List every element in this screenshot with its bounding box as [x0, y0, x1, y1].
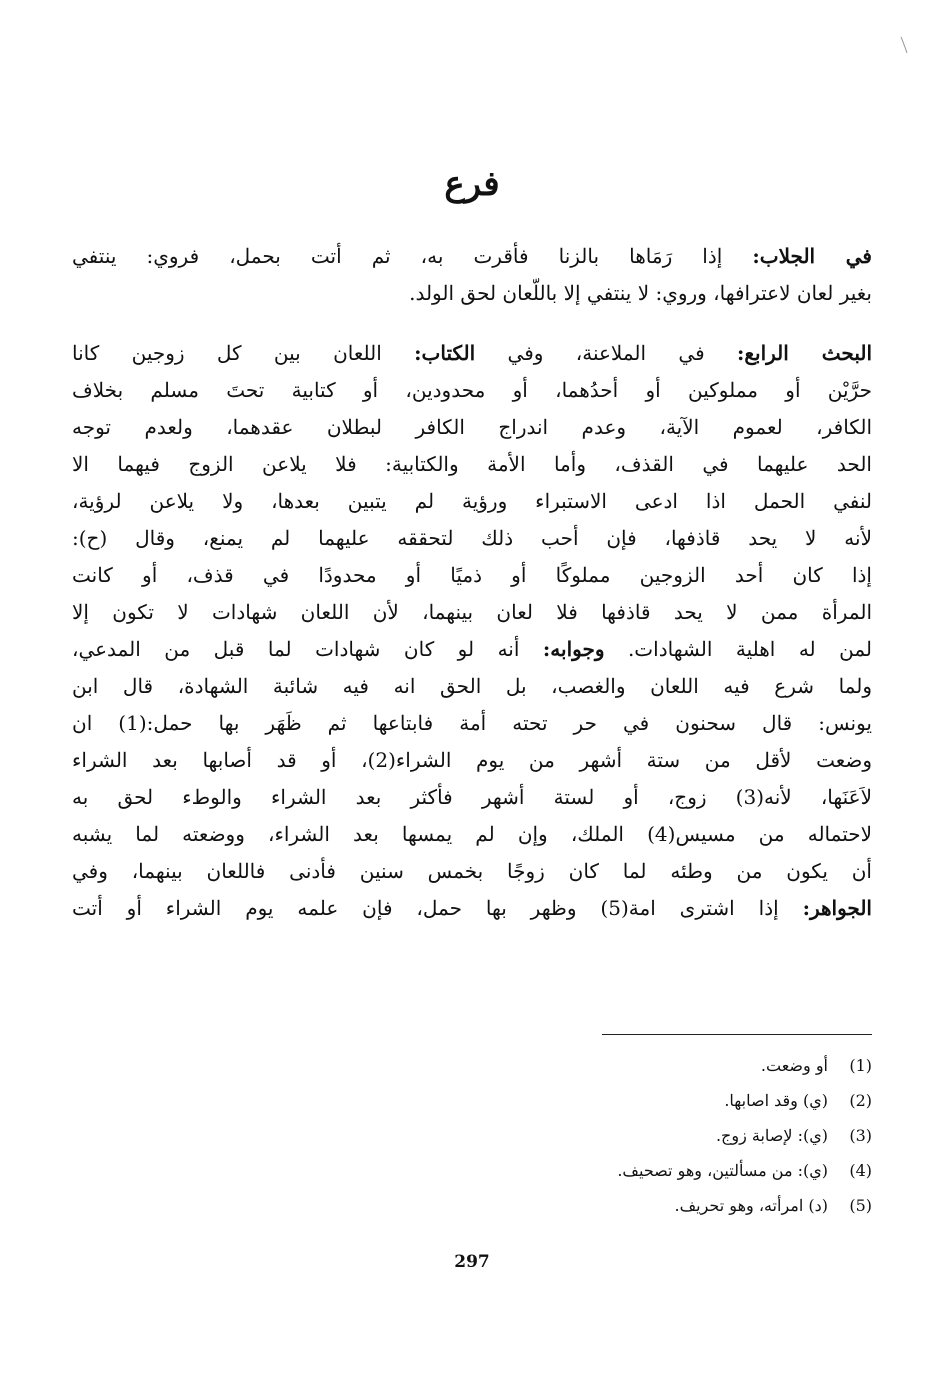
line-text: الحد عليهما في القذف، وأما الأمة والكتابية: فلا يلاعن الزوج فيهما الا: [72, 452, 872, 476]
paragraph-line: [72, 238, 872, 275]
paragraph-fourth-topic: [72, 335, 872, 927]
margin-scratch-mark: [900, 36, 908, 54]
footnote-text: (د) امرأته، وهو تحريف.: [674, 1196, 828, 1215]
line-text: إذا رَمَاها بالزنا فأقرت به، ثم أتت بحمل، فروي: ينتفي: [72, 244, 753, 268]
paragraph-line: [72, 631, 872, 668]
footnote: [72, 1118, 872, 1153]
paragraph-line: [72, 372, 872, 409]
line-text: إذا اشترى امة(5) وظهر بها حمل، فإن علمه يوم الشراء أو أتت: [72, 896, 803, 920]
line-text: يونس: قال سحنون في حر تحته أمة فابتاعها ثم ظَهَر بها حمل:(1) ان: [72, 711, 872, 735]
line-text: لاحتماله من مسيس(4) الملك، وإن لم يمسها بعد الشراء، ووضعته لما يشبه: [72, 822, 872, 846]
line-text: الكافر، لعموم الآية، وعدم اندراج الكافر لبطلان عقدهما، ولعدم توجه: [72, 415, 872, 439]
line-text: إذا كان أحد الزوجين مملوكًا أو ذميًا أو محدودًا في قذف، أو كانت: [72, 563, 872, 587]
footnote-number: (3): [849, 1126, 872, 1145]
paragraph-line: [72, 705, 872, 742]
paragraph-line: [72, 520, 872, 557]
line-text: المرأة ممن لا يحد قاذفها فلا لعان بينهما، لأن اللعان شهادات لا تكون إلا: [72, 600, 872, 624]
footnote: [72, 1048, 872, 1083]
paragraph-line: [72, 594, 872, 631]
page-number: 297: [454, 1252, 490, 1272]
footnote-number: (4): [849, 1161, 872, 1180]
footnote: [72, 1188, 872, 1223]
paragraph-line: [72, 557, 872, 594]
paragraph-line: [72, 668, 872, 705]
line-text: وضعت لأقل من ستة أشهر من يوم الشراء(2)، أو قد أصابها بعد الشراء: [72, 748, 872, 772]
footnotes: [72, 1048, 872, 1223]
footnote-text: أو وضعت.: [760, 1056, 828, 1075]
footnote: [72, 1083, 872, 1118]
paragraph-line: [72, 446, 872, 483]
source-label: الجواهر:: [802, 896, 872, 920]
footnote-text: (ي): من مسألتين، وهو تصحيف.: [617, 1161, 828, 1180]
line-text: أن يكون من وطئه لما كان زوجًا بخمس سنين فأدنى فاللعان بينهما، وفي: [72, 859, 872, 883]
section-heading: فرع: [444, 164, 500, 204]
footnote-number: (2): [849, 1091, 872, 1110]
line-text: لأنه لا يحد قاذفها، فإن أحب ذلك لتحققه عليهما لم يمنع، وقال (ح):: [72, 526, 872, 550]
line-text: لاَعَنَها، لأنه(3) زوج، أو لستة أشهر فأكثر بعد الشراء والوطء لحق به: [72, 785, 872, 809]
footnote: [72, 1153, 872, 1188]
line-text: بغير لعان لاعترافها، وروي: لا ينتفي إلا باللّعان لحق الولد.: [409, 281, 872, 305]
paragraph-line: [72, 816, 872, 853]
section-label: البحث الرابع:: [736, 341, 872, 365]
paragraph-line: [72, 742, 872, 779]
paragraph-line: [72, 890, 872, 927]
paragraph-jallab: [72, 238, 872, 312]
paragraph-line: [72, 275, 872, 312]
line-text: في الملاعنة، وفي: [475, 341, 737, 365]
paragraph-line: [72, 853, 872, 890]
source-label: الكتاب:: [414, 341, 476, 365]
paragraph-line: [72, 779, 872, 816]
line-text: حرَّيْن أو مملوكين أو أحدُهما، أو محدودين، أو كتابية تحتَ مسلم بخلاف: [72, 378, 872, 402]
line-text: ولما شرع فيه اللعان والغصب، بل الحق انه فيه شائبة الشهادة، قال ابن: [72, 674, 872, 698]
paragraph-line: [72, 483, 872, 520]
paragraph-line: [72, 409, 872, 446]
line-text: لنفي الحمل اذا ادعى الاستبراء ورؤية لم يتبين بعدها، ولا يلاعن لرؤية،: [72, 489, 872, 513]
footnote-divider: [602, 1034, 872, 1035]
answer-label: وجوابه:: [542, 637, 605, 661]
footnote-text: (ي): لإصابة زوج.: [715, 1126, 828, 1145]
line-text: اللعان بين كل زوجين كانا: [72, 341, 415, 365]
footnote-number: (5): [849, 1196, 872, 1215]
footnote-number: (1): [849, 1056, 872, 1075]
source-label: في الجلاب:: [752, 244, 872, 268]
line-text: لمن له اهلية الشهادات.: [604, 637, 872, 661]
line-text: أنه لو كان شهادات لما قبل من المدعي،: [72, 637, 543, 661]
footnote-text: (ي) وقد اصابها.: [724, 1091, 828, 1110]
paragraph-line: [72, 335, 872, 372]
